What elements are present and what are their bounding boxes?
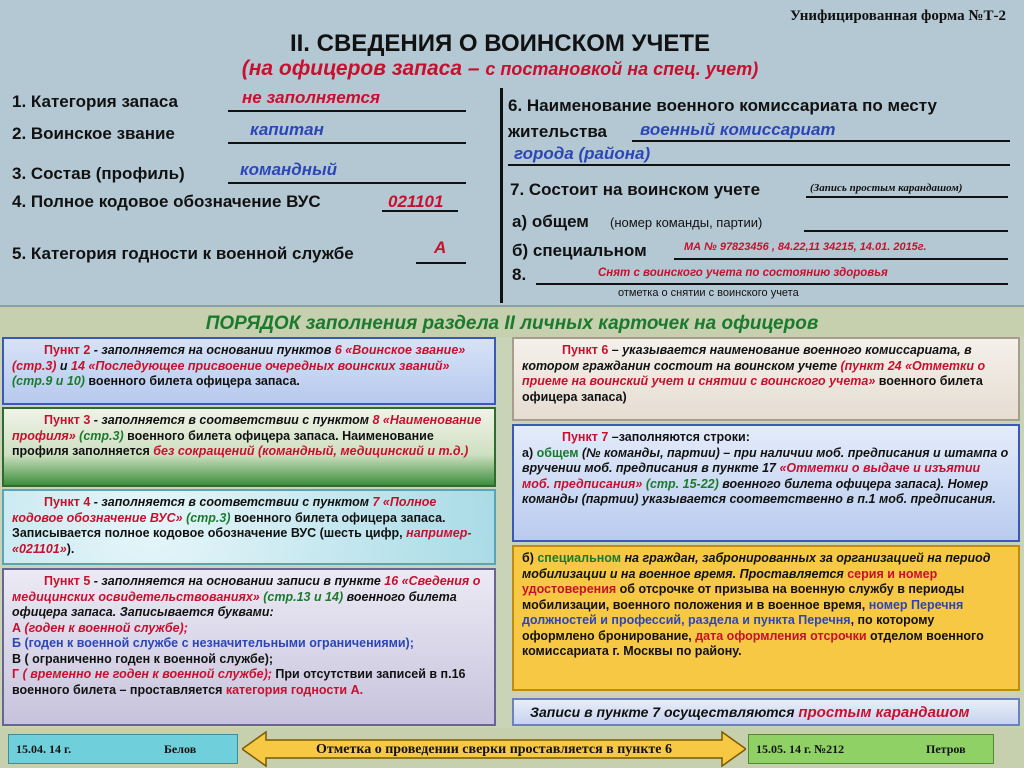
field-label-profile: 3. Состав (профиль) [12,164,185,183]
box-point-5: Пункт 5 - заполняется на основании записи в пункте 16 «Сведения о медицинских освидетельствованиях» (стр.13 и 14) военного билета офицера запаса. Записывается буквами: А (годен к военной службе); Б (годен к военной службе с незначительными ограничениями); В ( ограниченно годен к военной службе); Г ( временно не годен к военной службе); При отсутствии записей в п.16 военного билета – проставляется категория годности А. [2,568,496,726]
section-subtitle: (на офицеров запаса – с постановкой на спец. учет) [241,57,759,80]
field-label-8: 8. [512,265,527,284]
section-title: II. СВЕДЕНИЯ О ВОИНСКОМ УЧЕТЕ [289,30,711,57]
field-value-fitness[interactable]: А [434,238,447,257]
footer-center-text: Отметка о проведении сверки проставляется в пункте 6 [315,742,673,757]
box-point-2: Пункт 2 - заполняется на основании пунктов 6 «Воинское звание» (стр.3) и 14 «Последующее присвоение очередных воинских званий» (стр.9 и 10) военного билета офицера запаса. [2,337,496,405]
field-value-reserve-category[interactable]: не заполняется [242,88,381,107]
sign-left-date: 15.04. 14 г. [16,742,72,756]
box-point-3: Пункт 3 - заполняется в соответствии с пунктом 8 «Наименование профиля» (стр.3) военного билета офицера запаса. Наименование профиля заполняется без сокращений (командный, медицинский и т.д.) [2,407,496,487]
field-label-residence: жительства [508,122,607,141]
box-point-6: Пункт 6 – указывается наименование военного комиссариата, в котором гражданин состоит на воинском учете (пункт 24 «Отметки о приеме на воинский учет и снятии с воинского учета» военного билета офицера запаса) [512,337,1020,421]
general-note: (номер команды, партии) [610,215,763,230]
field-line [674,258,1008,260]
field-value-special[interactable]: МА № 97823456 , 84.22,11 34215, 14.01. 2015г. [684,241,927,253]
field-line [416,262,466,264]
field-label-fitness: 5. Категория годности к военной службе [12,244,354,263]
box-pencil-note: Записи в пункте 7 осуществляются простым карандашом [512,698,1020,726]
field-value-city[interactable]: города (района) [514,144,651,163]
field-value-vus[interactable]: 021101 [388,192,444,211]
field-line [228,110,466,112]
field-label-registration: 7. Состоит на воинском учете [510,180,761,199]
field-label-vus: 4. Полное кодовое обозначение ВУС [12,192,321,211]
field-value-profile[interactable]: командный [240,160,337,179]
field-label-special: б) специальном [512,241,647,260]
field-label-rank: 2. Воинское звание [12,124,175,143]
field-line [508,164,1010,166]
field-line [228,142,466,144]
pencil-note: (Запись простым карандашом) [810,182,963,194]
sign-left-name: Белов [164,742,197,756]
sign-right-date: 15.05. 14 г. №212 [756,742,845,756]
field-line [536,283,1008,285]
box-point-4: Пункт 4 - заполняется в соответствии с пунктом 7 «Полное кодовое обозначение ВУС» (стр.3) военного билета офицера запаса. Записывается полное кодовое обозначение ВУС (шесть цифр, например- «021101»). [2,489,496,565]
field-value-deregistration[interactable]: Снят с воинского учета по состоянию здоровья [598,267,888,279]
column-divider [500,88,503,303]
field-label-general: а) общем [512,212,589,231]
field-line [804,230,1008,232]
box-point-7: Пункт 7 –заполняются строки: а) общем (№ команды, партии) – при наличии моб. предписания и штампа о вручении моб. предписания в пункте 17 «Отметки о выдаче и изъятии моб. предписания» (стр. 15-22) военного билета офицера запаса). Номер команды (партии) указывается соответственно в п.1 моб. предписания. [512,424,1020,542]
field-label-reserve-category: 1. Категория запаса [12,92,178,111]
form-number: Унифицированная форма №Т-2 [789,8,1006,24]
field-line [632,140,1010,142]
field-value-rank[interactable]: капитан [250,120,324,139]
deregistration-caption: отметка о снятии с воинского учета [618,287,799,299]
sign-right-name: Петров [926,742,966,756]
field-line [228,182,466,184]
order-title: ПОРЯДОК заполнения раздела II личных карточек на офицеров [205,313,819,334]
field-line [806,196,1008,198]
field-label-commissariat: 6. Наименование военного комиссариата по месту [508,96,937,115]
box-point-7b: б) специальном на граждан, забронированных за организацией на период мобилизации и на военное время. Проставляется серия и номер удостоверения об отсрочке от призыва на военную службу в периоды мобилизации, военного положения и в военное время, номер Перечня должностей и профессий, раздела и пункта Перечня, по которому оформлено бронирование, дата оформления отсрочки отделом военного комиссариата г. Москвы по району. [512,545,1020,691]
field-value-commissariat[interactable]: военный комиссариат [640,120,836,139]
